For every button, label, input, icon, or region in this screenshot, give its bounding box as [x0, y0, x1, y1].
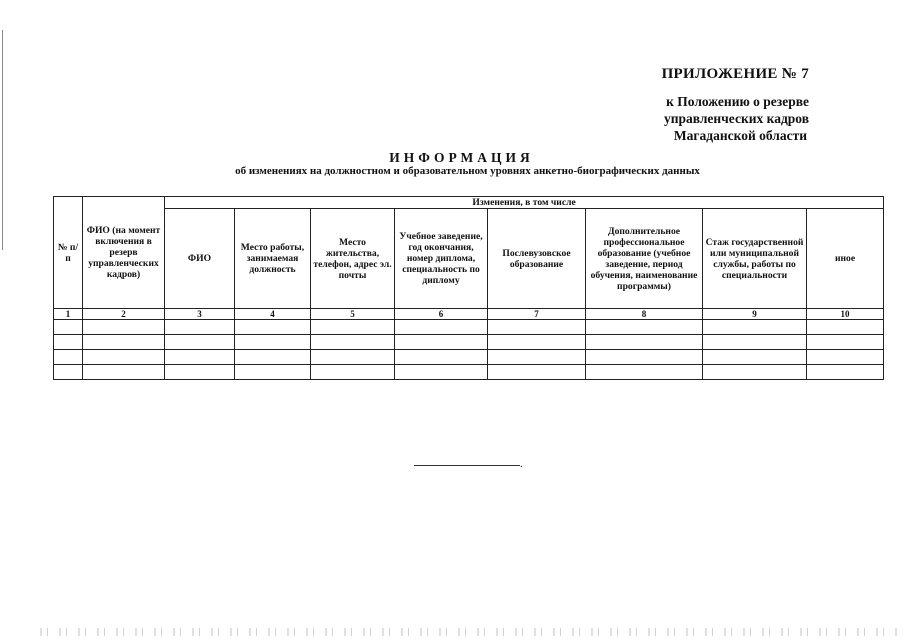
- group-header-changes: Изменения, в том числе: [165, 197, 884, 209]
- table-cell: [488, 350, 586, 365]
- table-row: [54, 350, 884, 365]
- table-cell: [488, 335, 586, 350]
- table-cell: [586, 335, 703, 350]
- table-cell: [54, 350, 83, 365]
- appendix-line-3: Магаданской области: [673, 128, 807, 143]
- document-subtitle: об изменениях на должностном и образовательном уровнях анкетно-биографических данных: [235, 165, 700, 177]
- column-number: 3: [165, 309, 235, 320]
- table-cell: [395, 335, 488, 350]
- column-number: 1: [54, 309, 83, 320]
- closing-separator-line: [414, 465, 520, 466]
- table-row: [54, 320, 884, 335]
- table-cell: [311, 335, 395, 350]
- column-header-education: Учебное заведение, год окончания, номер диплома, специальность по диплому: [395, 209, 488, 309]
- table-cell: [165, 350, 235, 365]
- column-header-residence: Место жительства, телефон, адрес эл. почты: [311, 209, 395, 309]
- appendix-line-1: к Положению о резерве: [666, 94, 809, 109]
- table-cell: [311, 320, 395, 335]
- column-number: 9: [703, 309, 807, 320]
- table-cell: [83, 365, 165, 380]
- table-cell: [83, 320, 165, 335]
- table-cell: [703, 320, 807, 335]
- table-group-header-row: [54, 197, 884, 209]
- appendix-line-2: управленческих кадров: [663, 111, 809, 126]
- column-header-workplace: Место работы, занимаемая должность: [235, 209, 311, 309]
- table-cell: [165, 335, 235, 350]
- table-cell: [586, 350, 703, 365]
- column-header-number: № п/п: [54, 197, 83, 309]
- table-cell: [165, 365, 235, 380]
- column-number: 7: [488, 309, 586, 320]
- document-title: ИНФОРМАЦИЯ: [389, 150, 534, 165]
- table-cell: [311, 365, 395, 380]
- column-number: 6: [395, 309, 488, 320]
- column-header-postgraduate: Послевузовское образование: [488, 209, 586, 309]
- table-cell: [235, 365, 311, 380]
- table-cell: [54, 320, 83, 335]
- table-header-row: [54, 209, 884, 309]
- column-header-service-length: Стаж государственной или муниципальной службы, работы по специальности: [703, 209, 807, 309]
- table-cell: [165, 320, 235, 335]
- column-number-row: [54, 309, 884, 320]
- closing-separator-dot: .: [520, 459, 523, 470]
- scan-edge-line: [2, 30, 3, 250]
- table-cell: [586, 365, 703, 380]
- table-cell: [395, 365, 488, 380]
- table-cell: [83, 335, 165, 350]
- column-number: 2: [83, 309, 165, 320]
- table-cell: [703, 335, 807, 350]
- table-cell: [235, 350, 311, 365]
- table-cell: [703, 365, 807, 380]
- table-cell: [807, 320, 884, 335]
- table-cell: [488, 365, 586, 380]
- table-cell: [395, 320, 488, 335]
- appendix-header: [589, 66, 809, 144]
- column-header-fio-original: ФИО (на момент включения в резерв управленческих кадров): [83, 197, 165, 309]
- table-cell: [807, 350, 884, 365]
- table-row: [54, 365, 884, 380]
- column-number: 10: [807, 309, 884, 320]
- table-cell: [807, 335, 884, 350]
- scan-noise-strip: [40, 628, 900, 636]
- column-header-additional-education: Дополнительное профессиональное образование (учебное заведение, период обучения, наименование программы): [586, 209, 703, 309]
- column-header-other: иное: [807, 209, 884, 309]
- table-cell: [83, 350, 165, 365]
- column-header-fio: ФИО: [165, 209, 235, 309]
- table-cell: [311, 350, 395, 365]
- appendix-number: ПРИЛОЖЕНИЕ № 7: [661, 66, 809, 82]
- table-cell: [395, 350, 488, 365]
- information-table: [53, 196, 884, 380]
- table-cell: [703, 350, 807, 365]
- table-cell: [586, 320, 703, 335]
- table-cell: [54, 365, 83, 380]
- column-number: 8: [586, 309, 703, 320]
- table-row: [54, 335, 884, 350]
- table-cell: [488, 320, 586, 335]
- column-number: 5: [311, 309, 395, 320]
- column-number: 4: [235, 309, 311, 320]
- table-cell: [235, 335, 311, 350]
- table-cell: [807, 365, 884, 380]
- table-cell: [54, 335, 83, 350]
- table-cell: [235, 320, 311, 335]
